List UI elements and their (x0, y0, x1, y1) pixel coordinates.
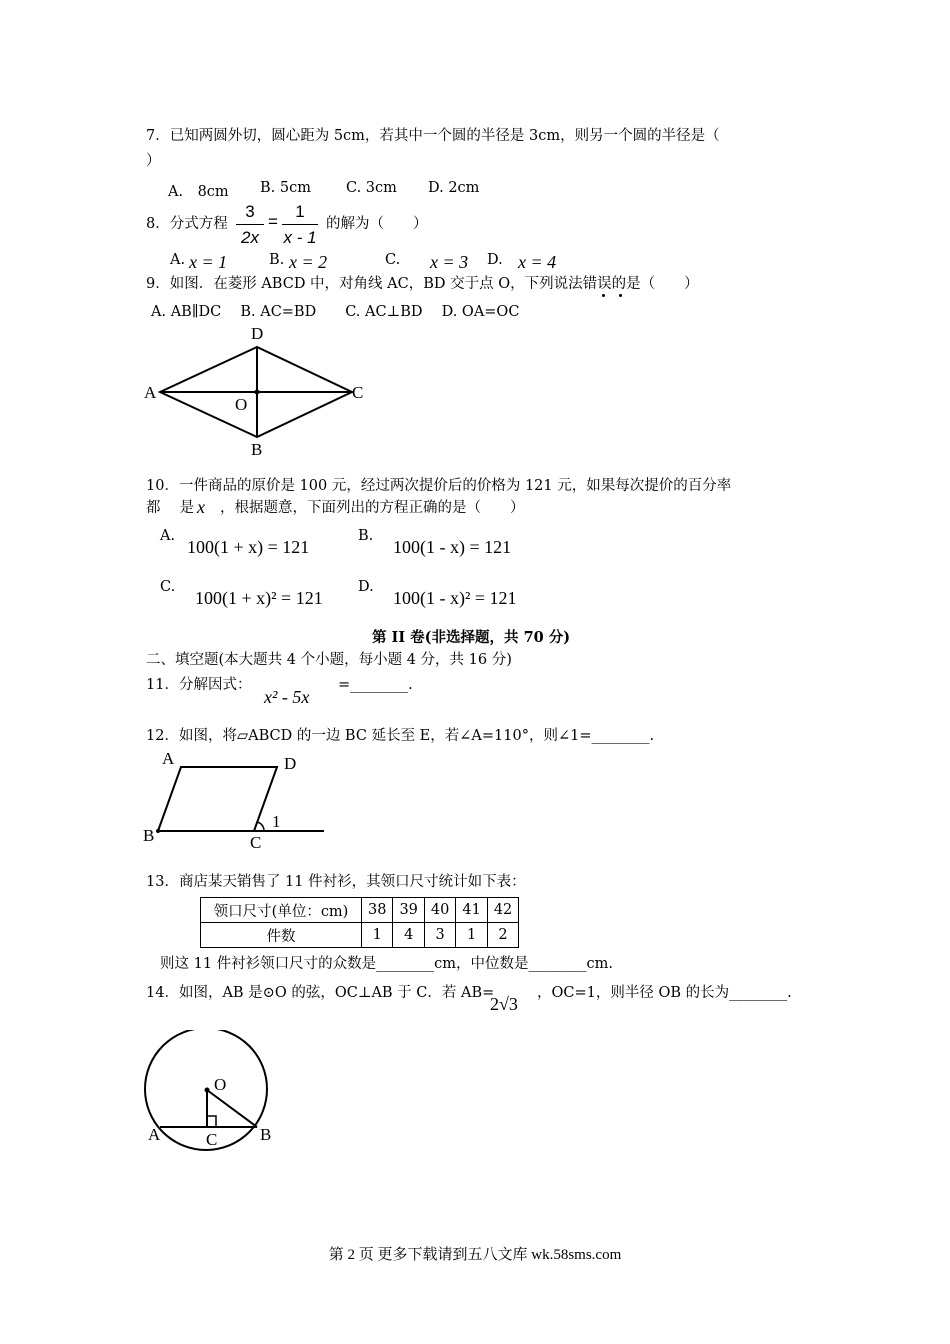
q8-option-d-value: x = 4 (518, 252, 557, 272)
q11-prefix: 11．分解因式： (146, 677, 252, 693)
q10-stem-line2-end: ，根据题意，下面列出的方程正确的是（ ） (220, 500, 525, 516)
circle-label-b: B (260, 1125, 272, 1144)
table-cell: 1 (456, 923, 487, 948)
table-cell: 3 (424, 923, 455, 948)
q8-option-d-label: D. (487, 252, 503, 268)
parallelogram-outline (158, 767, 277, 831)
q8-option-a-value: x = 1 (189, 252, 228, 272)
q10-option-c-value: 100(1 + x)² = 121 (195, 588, 323, 608)
table-cell: 41 (456, 898, 487, 923)
q10-option-b-value: 100(1 - x) = 121 (393, 537, 512, 557)
table-cell: 1 (362, 923, 393, 948)
q8-frac1-bar (236, 224, 264, 225)
q7-option-d: D. 2cm (428, 180, 480, 196)
parallelogram-label-c: C (250, 833, 262, 852)
q11-expression: x² - 5x (264, 687, 310, 707)
q9-stem: 9．如图．在菱形 ABCD 中，对角线 AC，BD 交于点 O，下列说法错误的是（ ） (146, 276, 699, 292)
q8-option-a-label: A. (170, 252, 186, 268)
q8-frac2-denominator: x - 1 (283, 228, 317, 247)
q14-ab-value: 2√3 (490, 994, 518, 1014)
circle-label-c: C (206, 1130, 218, 1149)
point-o (255, 390, 260, 395)
rhombus-label-o: O (235, 395, 248, 414)
emphasis-dot (602, 294, 605, 297)
q10-option-d-value: 100(1 - x)² = 121 (393, 588, 517, 608)
q10-variable: x (197, 497, 205, 517)
q10-option-c-label: C. (160, 579, 176, 595)
q8-frac2-bar (282, 224, 318, 225)
parallelogram-label-a: A (162, 749, 175, 768)
parallelogram-label-d: D (284, 754, 297, 773)
q10-option-b-label: B. (358, 528, 374, 544)
q13-stem: 13．商店某天销售了 11 件衬衫，其领口尺寸统计如下表： (146, 874, 526, 890)
parallelogram-label-b: B (143, 826, 155, 845)
circle-label-o: O (214, 1075, 227, 1094)
q7-stem-end: ） (146, 153, 161, 169)
table-header-size: 领口尺寸(单位：cm) (201, 898, 362, 923)
q10-stem: 10．一件商品的原价是 100 元，经过两次提价后的价格为 121 元，如果每次提价的百分率 (146, 478, 732, 494)
center-o (205, 1088, 210, 1093)
table-cell: 40 (424, 898, 455, 923)
angle-1-arc (257, 822, 264, 831)
q8-prefix: 8．分式方程 (146, 216, 228, 232)
q8-option-b-value: x = 2 (289, 252, 328, 272)
q8-equals: = (268, 212, 278, 231)
rhombus-label-d: D (251, 324, 264, 343)
segment-ob (207, 1090, 257, 1127)
q7-option-c: C. 3cm (346, 180, 397, 196)
parallelogram-figure (140, 755, 340, 850)
collar-size-table (200, 897, 519, 948)
q10-option-a-label: A. (160, 528, 176, 544)
table-row (201, 923, 519, 948)
right-angle-mark (207, 1116, 216, 1127)
q8-option-c-label: C. (385, 252, 401, 268)
q10-option-d-label: D. (358, 579, 374, 595)
q14-suffix: ，OC=1，则半径 OB 的长为________. (537, 985, 792, 1001)
q13-question: 则这 11 件衬衫领口尺寸的众数是________cm，中位数是________cm. (160, 956, 614, 972)
table-cell: 38 (362, 898, 393, 923)
q8-option-c-value: x = 3 (430, 252, 469, 272)
table-cell: 39 (393, 898, 424, 923)
q11-answer-blank: =________. (338, 677, 413, 693)
q8-frac2-numerator: 1 (295, 202, 305, 221)
q8-frac1-denominator: 2x (241, 228, 259, 247)
rhombus-label-b: B (251, 440, 263, 459)
table-cell: 2 (487, 923, 518, 948)
q10-option-a-value: 100(1 + x) = 121 (187, 537, 310, 557)
table-cell: 4 (393, 923, 424, 948)
table-row (201, 898, 519, 923)
q10-stem-line2-start: 都 是 (146, 500, 195, 516)
emphasis-dot (619, 294, 622, 297)
point-b (156, 829, 160, 833)
angle-label-1: 1 (272, 812, 281, 831)
q12-stem: 12．如图，将▱ABCD 的一边 BC 延长至 E，若∠A=110°，则∠1=________. (146, 728, 655, 744)
circle-label-a: A (148, 1125, 161, 1144)
table-cell: 42 (487, 898, 518, 923)
rhombus-label-a: A (144, 383, 157, 402)
rhombus-label-c: C (352, 383, 364, 402)
q8-suffix: 的解为（ ） (326, 216, 428, 232)
q8-option-b-label: B. (269, 252, 285, 268)
q7-option-b: B. 5cm (260, 180, 311, 196)
q7-stem: 7．已知两圆外切，圆心距为 5cm，若其中一个圆的半径是 3cm，则另一个圆的半径是（ (146, 128, 720, 144)
table-header-count: 件数 (201, 923, 362, 948)
q7-option-a: A. 8cm (168, 184, 229, 200)
q14-prefix: 14．如图，AB 是⊙O 的弦，OC⊥AB 于 C．若 AB= (146, 985, 495, 1001)
section-title: 第 II 卷(非选择题，共 70 分) (372, 629, 571, 646)
section-subtitle: 二、填空题(本大题共 4 个小题，每小题 4 分，共 16 分) (146, 652, 512, 668)
q8-frac1-numerator: 3 (245, 202, 255, 221)
page-footer: 第 2 页 更多下载请到五八文库 wk.58sms.com (328, 1247, 622, 1263)
q9-options: A. AB∥DC B. AC=BD C. AC⊥BD D. OA=OC (151, 304, 520, 320)
